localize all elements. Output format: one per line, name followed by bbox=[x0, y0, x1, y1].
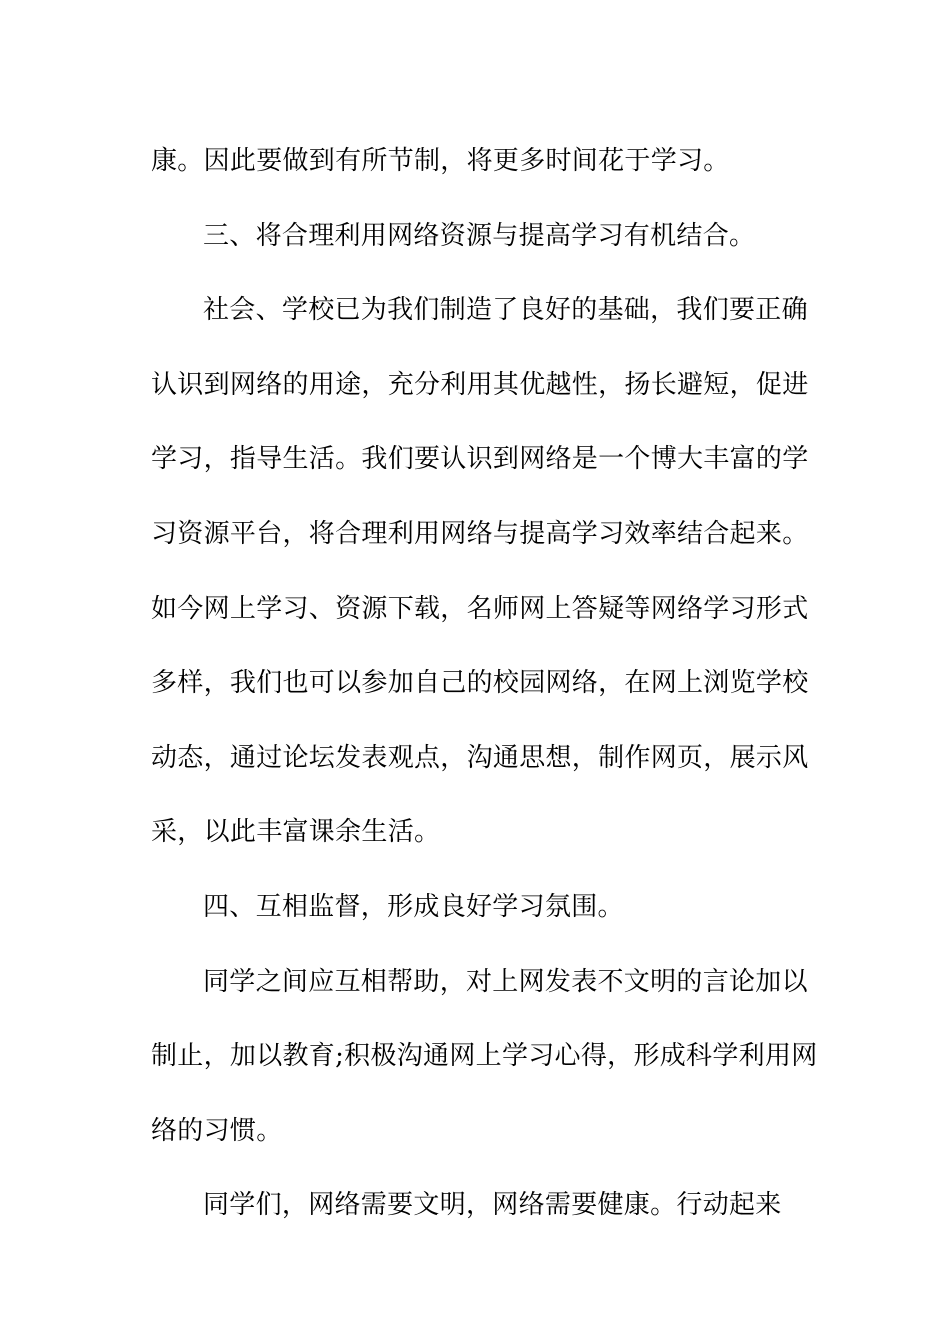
section-heading-4: 四、互相监督，形成良好学习氛围。 bbox=[203, 891, 624, 922]
paragraph-line: 制止，加以教育;积极沟通网上学习心得，形成科学利用网 bbox=[151, 1041, 818, 1072]
section-heading-3: 三、将合理利用网络资源与提高学习有机结合。 bbox=[203, 220, 756, 251]
paragraph-line: 动态，通过论坛发表观点，沟通思想，制作网页，展示风 bbox=[151, 742, 809, 773]
document-body bbox=[151, 124, 818, 1243]
text-line: 康。因此要做到有所节制，将更多时间花于学习。 bbox=[151, 146, 730, 176]
paragraph-line: 认识到网络的用途，充分利用其优越性，扬长避短，促进 bbox=[151, 369, 809, 400]
paragraph-line: 社会、学校已为我们制造了良好的基础，我们要正确 bbox=[203, 295, 808, 326]
paragraph-line: 多样，我们也可以参加自己的校园网络，在网上浏览学校 bbox=[151, 668, 809, 699]
paragraph-line: 采，以此丰富课余生活。 bbox=[151, 817, 441, 848]
paragraph-line: 络的习惯。 bbox=[151, 1115, 283, 1146]
paragraph-line: 学习，指导生活。我们要认识到网络是一个博大丰富的学 bbox=[151, 444, 809, 475]
paragraph-line: 同学之间应互相帮助，对上网发表不文明的言论加以 bbox=[203, 966, 808, 997]
paragraph-line: 同学们，网络需要文明，网络需要健康。行动起来 bbox=[203, 1190, 782, 1221]
paragraph-line: 习资源平台，将合理利用网络与提高学习效率结合起来。 bbox=[151, 518, 809, 549]
paragraph-line: 如今网上学习、资源下载，名师网上答疑等网络学习形式 bbox=[151, 593, 809, 624]
